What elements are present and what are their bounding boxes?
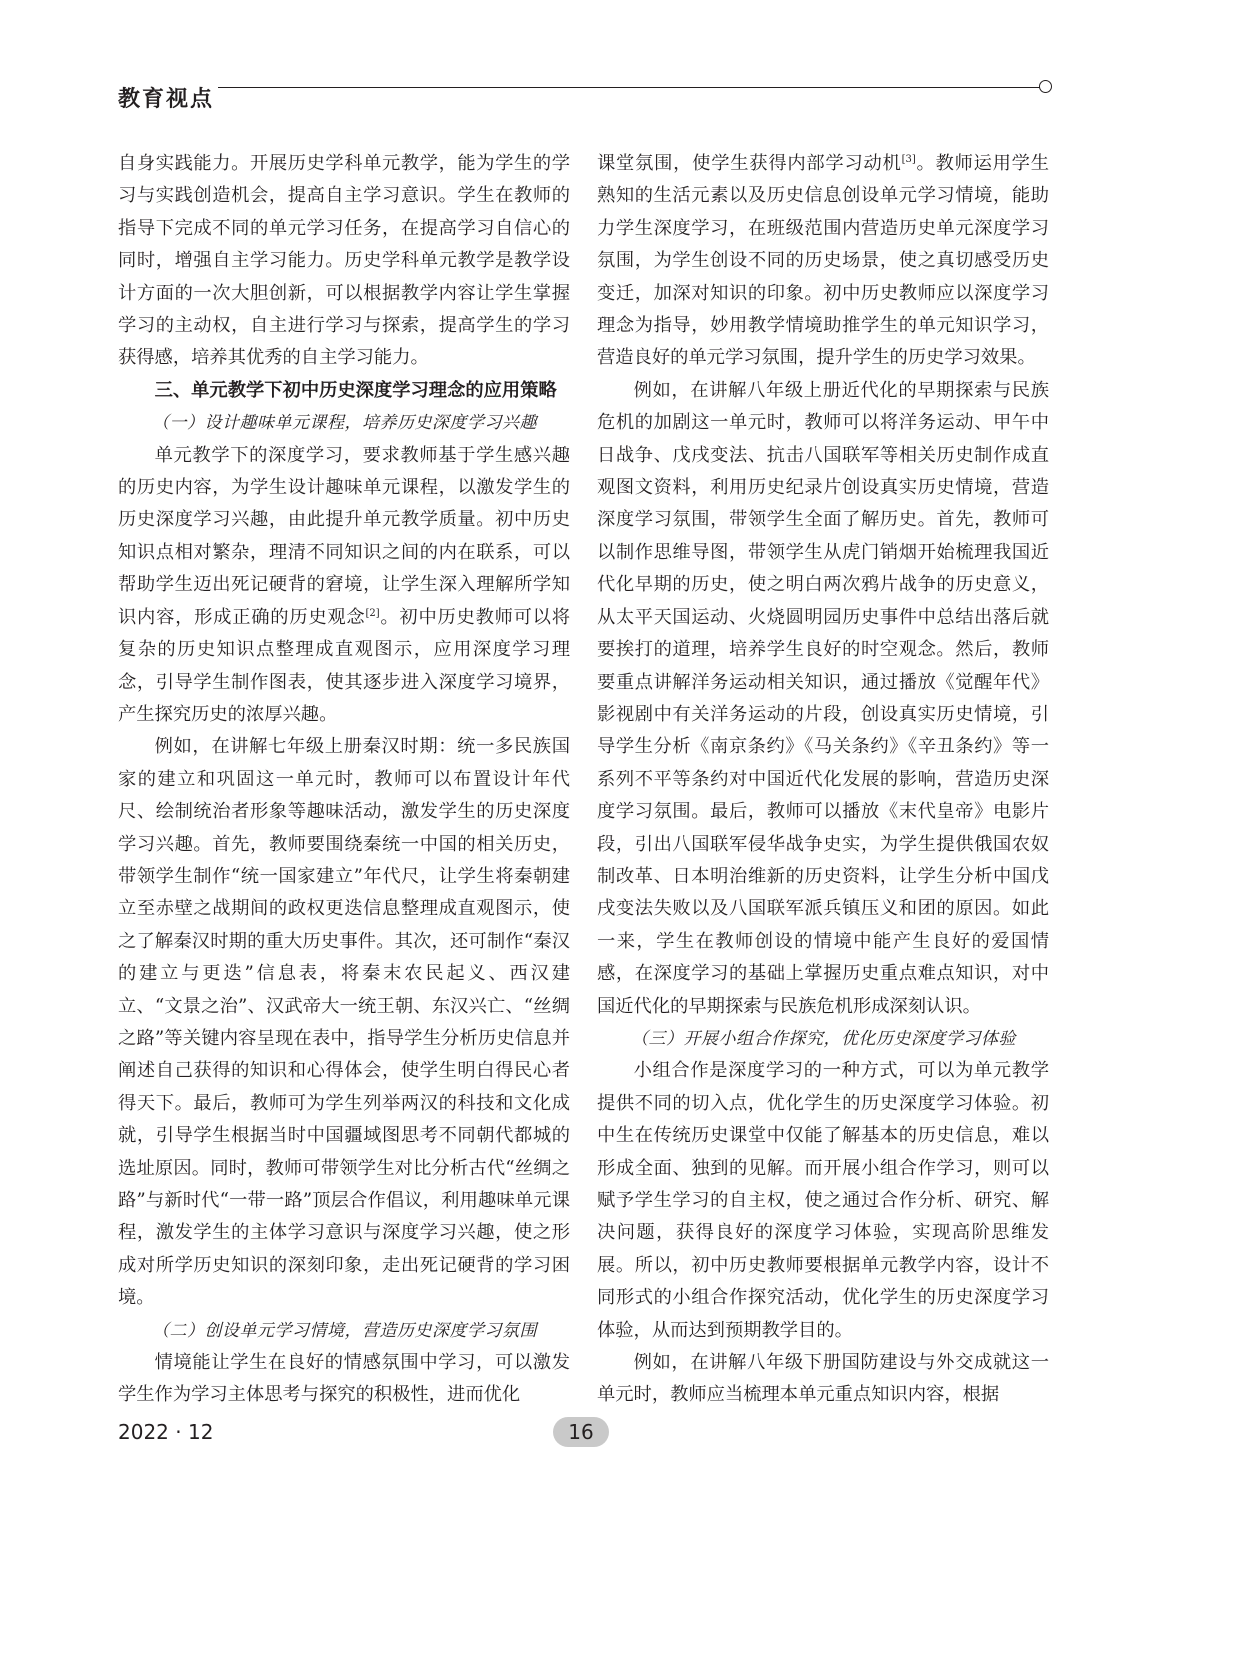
paragraph-text: 三、单元教学下初中历史深度学习理念的应用策略 [154, 379, 557, 401]
paragraph-text: 例如，在讲解八年级上册近代化的早期探索与民族危机的加剧这一单元时，教师可以将洋务运动、甲午中日战争、戊戌变法、抗击八国联军等相关历史制作成直观图文资料，利用历史纪录片创设真实历史情境，营造深度学习氛围，带领学生全面了解历史。首先，教师可以制作思维导图，带领学生从虎门销烟开始梳理我国近代化早期的历史，使之明白两次鸦片战争的历史意义，从太平天国运动、火烧圆明园历史事件中总结出落后就要挨打的道理，培养学生良好的时空观念。然后，教师要重点讲解洋务运动相关知识，通过播放《觉醒年代》影视剧中有关洋务运动的片段，创设真实历史情境，引导学生分析《南京条约》《马关条约》《辛丑条约》等一系列不平等条约对中国近代化发展的影响，营造历史深度学习氛围。最后，教师可以播放《末代皇帝》电影片段，引出八国联军侵华战争史实，为学生提供俄国农奴制改革、日本明治维新的历史资料，让学生分析中国戊戌变法失败以及八国联军派兵镇压义和团的原因。如此一来，学生在教师创设的情境中能产生良好的爱国情感，在深度学习的基础上掌握历史重点难点知识，对中国近代化的早期探索与民族危机形成深刻认识。 [597, 379, 1049, 1017]
subsection-heading [118, 407, 570, 439]
paragraph [597, 1055, 1049, 1347]
paragraph-text: 课堂氛围，使学生获得内部学习动机 [597, 153, 902, 174]
paragraph [118, 1347, 570, 1412]
paragraph [118, 148, 570, 375]
header-circle-ornament [1039, 80, 1052, 93]
paragraph-text: 例如，在讲解八年级下册国防建设与外交成就这一单元时，教师应当梳理本单元重点知识内容，根据 [597, 1352, 1049, 1406]
paragraph-text: （二）创设单元学习情境，营造历史深度学习氛围 [152, 1320, 537, 1341]
subsection-heading [118, 1315, 570, 1347]
citation-marker: [2] [365, 607, 380, 619]
paragraph-text: 自身实践能力。开展历史学科单元教学，能为学生的学习与实践创造机会，提高自主学习意识。学生在教师的指导下完成不同的单元学习任务，在提高学习自信心的同时，增强自主学习能力。历史学科单元教学是教学设计方面的一次大胆创新，可以根据教学内容让学生掌握学习的主动权，自主进行学习与探索，提高学生的学习获得感，培养其优秀的自主学习能力。 [118, 153, 570, 369]
paragraph-text: 情境能让学生在良好的情感氛围中学习，可以激发学生作为学习主体思考与探究的积极性，进而优化 [118, 1352, 570, 1406]
left-column [118, 148, 570, 1412]
issue-date: 2022 · 12 [118, 1420, 214, 1444]
paragraph-text: 单元教学下的深度学习，要求教师基于学生感兴趣的历史内容，为学生设计趣味单元课程，以激发学生的历史深度学习兴趣，由此提升单元教学质量。初中历史知识点相对繁杂，理清不同知识之间的内在联系，可以帮助学生迈出死记硬背的窘境，让学生深入理解所学知识内容，形成正确的历史观念 [118, 444, 570, 628]
paragraph [597, 1347, 1049, 1412]
paragraph-text: 例如，在讲解七年级上册秦汉时期：统一多民族国家的建立和巩固这一单元时，教师可以布置设计年代尺、绘制统治者形象等趣味活动，激发学生的历史深度学习兴趣。首先，教师要围绕秦统一中国的相关历史，带领学生制作“统一国家建立”年代尺，让学生将秦朝建立至赤壁之战期间的政权更迭信息整理成直观图示，使之了解秦汉时期的重大历史事件。其次，还可制作“秦汉的建立与更迭”信息表，将秦末农民起义、西汉建立、“文景之治”、汉武帝大一统王朝、东汉兴亡、“丝绸之路”等关键内容呈现在表中，指导学生分析历史信息并阐述自己获得的知识和心得体会，使学生明白得民心者得天下。最后，教师可为学生列举两汉的科技和文化成就，引导学生根据当时中国疆域图思考不同朝代都城的选址原因。同时，教师可带领学生对比分析古代“丝绸之路”与新时代“一带一路”顶层合作倡议，利用趣味单元课程，激发学生的主体学习意识与深度学习兴趣，使之形成对所学历史知识的深刻印象，走出死记硬背的学习困境。 [118, 736, 570, 1309]
paragraph-text: 。初中历史教师可以将复杂的历史知识点整理成直观图示，应用深度学习理念，引导学生制作图表，使其逐步进入深度学习境界，产生探究历史的浓厚兴趣。 [118, 606, 571, 725]
right-column [597, 148, 1049, 1412]
paragraph [597, 148, 1049, 375]
section-heading [118, 375, 570, 407]
paragraph-text: 小组合作是深度学习的一种方式，可以为单元教学提供不同的切入点，优化学生的历史深度学习体验。初中生在传统历史课堂中仅能了解基本的历史信息，难以形成全面、独到的见解。而开展小组合作学习，则可以赋予学生学习的自主权，使之通过合作分析、研究、解决问题，获得良好的深度学习体验，实现高阶思维发展。所以，初中历史教师要根据单元教学内容，设计不同形式的小组合作探究活动，优化学生的历史深度学习体验，从而达到预期教学目的。 [597, 1060, 1049, 1341]
paragraph-text: 。教师运用学生熟知的生活元素以及历史信息创设单元学习情境，能助力学生深度学习，在班级范围内营造历史单元深度学习氛围，为学生创设不同的历史场景，使之真切感受历史变迁，加深对知识的印象。初中历史教师应以深度学习理念为指导，妙用教学情境助推学生的单元知识学习，营造良好的单元学习氛围，提升学生的历史学习效果。 [597, 153, 1050, 369]
header-rule [218, 87, 1042, 88]
page-number: 16 [553, 1417, 609, 1447]
paragraph [118, 731, 570, 1314]
paragraph-text: （三）开展小组合作探究，优化历史深度学习体验 [631, 1028, 1016, 1049]
section-title: 教育视点 [118, 87, 215, 112]
paragraph-text: （一）设计趣味单元课程，培养历史深度学习兴趣 [152, 413, 537, 434]
subsection-heading [597, 1023, 1049, 1055]
paragraph [118, 440, 570, 732]
citation-marker: [3] [901, 153, 916, 165]
paragraph [597, 375, 1049, 1023]
